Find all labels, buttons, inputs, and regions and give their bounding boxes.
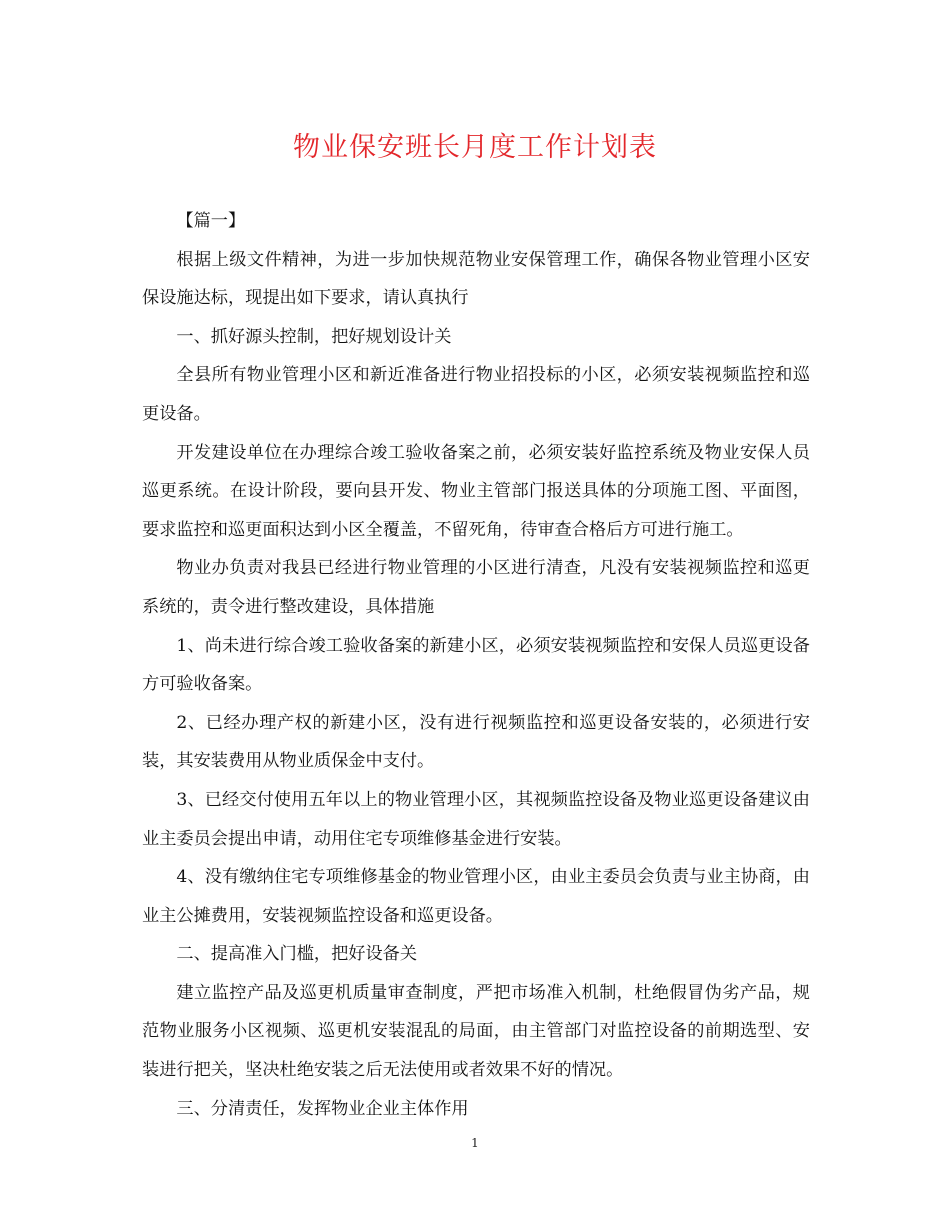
- document-body: [142, 202, 810, 1128]
- document-title: 物业保安班长月度工作计划表: [293, 132, 657, 163]
- list-item: 1、尚未进行综合竣工验收备案的新建小区，必须安装视频监控和安保人员巡更设备方可验收备案。: [142, 635, 810, 695]
- page-number: 1: [471, 1136, 479, 1150]
- paragraph: 全县所有物业管理小区和新近准备进行物业招投标的小区，必须安装视频监控和巡更设备。: [142, 365, 810, 424]
- paragraph-intro: 根据上级文件精神，为进一步加快规范物业安保管理工作，确保各物业管理小区安保设施达标，现提出如下要求，请认真执行: [142, 249, 810, 309]
- heading-one: 一、抓好源头控制，把好规划设计关: [176, 326, 452, 347]
- heading-two: 二、提高准入门槛，把好设备关: [176, 944, 418, 965]
- list-item: 4、没有缴纳住宅专项维修基金的物业管理小区，由业主委员会负责与业主协商，由业主公摊费用，安装视频监控设备和巡更设备。: [142, 867, 810, 926]
- heading-three: 三、分清责任，发挥物业企业主体作用: [176, 1098, 469, 1119]
- paragraph: 物业办负责对我县已经进行物业管理的小区进行清查，凡没有安装视频监控和巡更系统的，责令进行整改建设，具体措施: [142, 558, 810, 617]
- list-item: 2、已经办理产权的新建小区，没有进行视频监控和巡更设备安装的，必须进行安装，其安装费用从物业质保金中支付。: [142, 712, 810, 772]
- paragraph: 建立监控产品及巡更机质量审查制度，严把市场准入机制，杜绝假冒伪劣产品，规范物业服务小区视频、巡更机安装混乱的局面，由主管部门对监控设备的前期选型、安装进行把关，坚决杜绝安装之后无法使用或者效果不好的情况。: [142, 982, 810, 1081]
- section-tag: 【篇一】: [176, 211, 246, 231]
- paragraph: 开发建设单位在办理综合竣工验收备案之前，必须安装好监控系统及物业安保人员巡更系统。在设计阶段，要向县开发、物业主管部门报送具体的分项施工图、平面图，要求监控和巡更面积达到小区全覆盖，不留死角，待审查合格后方可进行施工。: [142, 442, 810, 540]
- list-item: 3、已经交付使用五年以上的物业管理小区，其视频监控设备及物业巡更设备建议由业主委员会提出申请，动用住宅专项维修基金进行安装。: [142, 789, 810, 849]
